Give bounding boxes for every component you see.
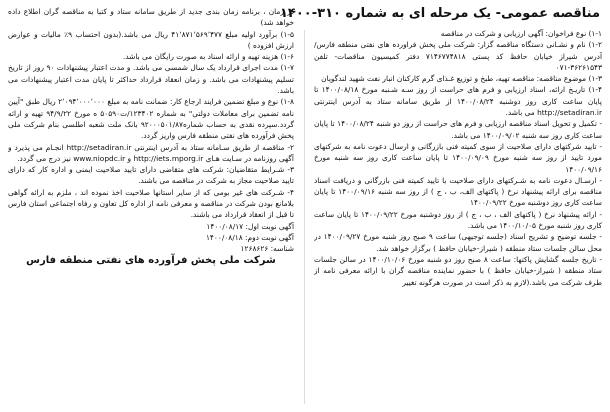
item-contract-duration: ۱-۷) مدت اجرای قرارداد یک سال شمسی می باشد. و مدت اعتبار پیشنهادات ۹۰ روز از تاریخ تسلیم پیشنهادات می باشد. و زمان انعقاد قرارداد حداکثر تا پایان مدت اعتبار پیشنهادات می باشد. bbox=[8, 63, 294, 96]
item-price-proposal: - ارائه پیشنهاد نرخ ( پاکتهای الف ، ب ، ج ) از روز دوشنبه مورخ ۱۴۰۰/۰۹/۲۲ تا پایان ساعت کاری روز شنبه مورخ ۱۴۰۰/۱۰/۰۵ می باشد. bbox=[314, 209, 602, 231]
item-tender-channel: ۲- مناقصه از طریق سـامانه ستاد به آدرس اینترنتی http://setadiran.ir انجـام می پذیرد و آگهی روزنامه در سـایت هـای http://iets.mporg.ir و www.niopdc.ir نیز درج می گردد. bbox=[8, 142, 294, 163]
item-opening-session: - تاریخ جلسه گشایش پاکتها: ساعت ۸ صبح روز دو شنبه مورخ ۱۴۰۰/۱۰/۰۶ در سالن جلسات ستاد منطقه ( شیراز-خیابان حافظ ) با حضور نماینده مناقصه گران با ارائه معرفی نامه از طرف شرکت می باشد.(لازم به ذکر است در صورت هرگونه تغییر bbox=[314, 254, 602, 287]
item-applicant-conditions: ۳- شـرایط متقاضیان: شرکت های متقاضی دارای تایید صلاحیت ایمنی و اداره کار که دارای تایید صلاحیت مجاز به شرکت در مناقصه می باشند. bbox=[8, 165, 294, 186]
second-publication-date: آگهی نوبت دوم: ۱۴۰۰/۰۸/۱۸ bbox=[205, 232, 294, 242]
notice-title: مناقصه عمومی- یک مرحله ای به شماره ۳۱۰-۱۴۰۰ bbox=[280, 6, 600, 21]
first-publication-date: آگهی نوبت اول: ۱۴۰۰/۰۸/۱۷ bbox=[206, 221, 294, 231]
notice-left-column bbox=[8, 6, 294, 406]
issuer-signature: شرکت ملی پخش فرآورده های نفتی منطقه فارس bbox=[26, 254, 276, 266]
column-divider bbox=[304, 30, 305, 404]
item-submission-dates: ۱-۴) تاریـخ ارائه، اسناد ارزیابی و فرم های حراست از روز سـه شـنبه مورخ ۱۴۰۰/۰۸/۱۸ تا پایان ساعت کاری روز دوشنبه ۱۴۰۰/۰۸/۲۴ از طریق سامانه ستاد به آدرس اینترنتی http://setadiran.ir می باشد. bbox=[314, 85, 602, 118]
item-qualification-approval: - تایید شرکتهای دارای صلاحیت از سوی کمیته فنی بازرگانی و ارسال دعوت نامه به شرکتهای مورد تایید از روز سه شنبه مورخ ۱۴۰۰/۰۹/۰۹ تا پایان ساعت کاری روز سه شنبه مورخ ۱۴۰۰/۰۹/۱۶ bbox=[314, 141, 602, 174]
item-invitation-sending: - ارسـال دعوت نامه به شـرکتهای دارای صلاحیت با تایید کمیته فنی بازرگانی و دریافت اسناد مناقصه برای ارائه پیشنهاد نرخ ( پاکتهای الف، ب ، ج ) از روز سه شنبه ۱۴۰۰/۰۹/۱۶ تا پایان ساعت کاری روز دوشنبه مورخ ۱۴۰۰/۰۹/۲۲ bbox=[314, 175, 602, 208]
item-document-cost: ۱-۶) هزینه تهیه و ارائه اسناد به صورت رایگان می باشد. bbox=[122, 52, 294, 62]
item-schedule-note: در زمان ، برنامه زمان بندی جدید از طریق سامانه ستاد و کتبا به مناقصه گران اطلاع داده خواهد شد) bbox=[8, 7, 294, 28]
item-organizer: ۱-۲) نام و نشـانی دستگاه مناقصه گزار: شرکت ملی پخش فراورده های نفتی منطقه فارس/آدرس شیراز خیابان حافظ کد پستی ۷۱۴۶۷۷۴۸۱۸ دفتر کمیسیون مناقصات- تلفن ۳۶۲۶۱۵۴۳-۰۷۱ bbox=[314, 40, 602, 72]
item-estimate: ۱-۵) برآورد اولیه مبلغ ۴۱٬۸۷۱٬۵۶۹٬۴۷۷ ریال می باشد.(بدون احتساب ۹٪ مالیات و عوارض ارزش افزوده ) bbox=[8, 29, 294, 50]
item-subject: ۱-۳) موضوع مناقصه: مناقصه تهیه، طبخ و توزیع غـذای گرم کارکنان انبار نفت شهید لندگویان bbox=[321, 74, 602, 84]
item-briefing-session: - جلسه توضیح و تشریح اسناد (جلسه توجیهی) ساعت ۹ صبح روز شنبه مورخ ۱۴۰۰/۰۹/۲۷ در محل سالن جلسات ستاد منطقه ( شیراز-خیابان حافظ ) برگزار خواهد شد. bbox=[314, 232, 602, 253]
item-tender-type: ۱-۱) نوع فراخوان: آگهی ارزیابی و شرکت در مناقصه bbox=[440, 29, 602, 38]
item-non-local-companies: ۴- شـرکت های غیر بومی که از سایر استانها صلاحیت اخذ نموده اند ، ملزم به ارائه گواهی بلامانع بودن شرکت در مناقصه و معرفی نامه از اداره کل تعاون و رفاه اجتماعی استان فارس تا قبل از انعقاد قرارداد می باشند. bbox=[8, 187, 294, 220]
notice-right-column bbox=[314, 28, 602, 406]
item-document-delivery: - تکمیل و تحویل اسناد مناقصه ارزیابی و فرم های حراست از روز دو شنبه ۱۴۰۰/۰۸/۲۴ تا پایان ساعت کاری روز سه شنبه ۱۴۰۰/۰۹/۰۲ می باشد. bbox=[314, 119, 602, 140]
item-guarantee: ۱-۸) نوع و مبلغ تضمین فرایند ارجاع کار: ضمانت نامه به مبلغ ۲٬۰۹۴٬۰۰۰٬۰۰۰ ریال طبق "آیین نامه تضمین برای معاملات دولتی" به شماره ۱۲۳۴۰۲/ت۵۰۵۹۰ ه مورخ ۹۴/۹/۲۲ تهیه و ارائه گردد.سپرده نقدی به حساب شماره۹۲۰۰۰۵۰۱/۸۷ بانک ملت شعبه اطلسی بنام شرکت ملی پخش فرآورده های نفتی منطقه فارس واریز گردد. bbox=[8, 97, 294, 141]
notice-id: شناسه: ۱۲۶۸۶۲۶ bbox=[240, 244, 294, 254]
